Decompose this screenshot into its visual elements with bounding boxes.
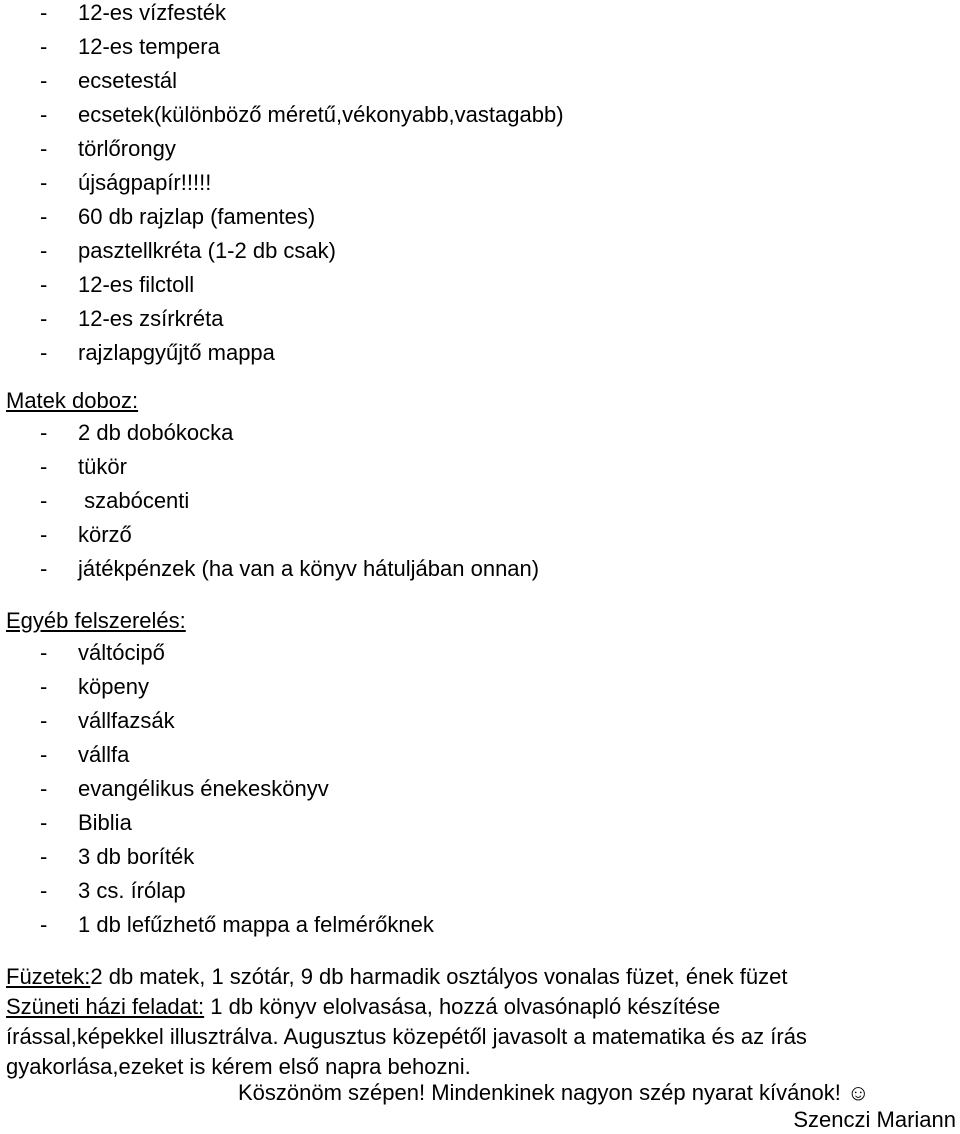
thanks-message: Köszönöm szépen! Mindenkinek nagyon szép nyarat kívánok! ☺ [238,1080,870,1105]
other-equipment-heading: Egyéb felszerelés: [6,608,186,633]
homework-line-3: gyakorlása,ezeket is kérem első napra behozni. [6,1054,471,1079]
homework-label: Szüneti házi feladat: [6,994,205,1019]
homework-line-2: írással,képekkel illusztrálva. Augusztus közepétől javasolt a matematika és az írás [6,1024,807,1049]
notebooks-line [6,962,954,992]
notebooks-text: 2 db matek, 1 szótár, 9 db harmadik osztályos vonalas füzet, ének füzet [90,964,788,989]
math-box-heading: Matek doboz: [6,388,139,413]
notes-paragraph [6,962,954,1082]
notebooks-label: Füzetek: [6,964,91,989]
homework-line [6,992,954,1022]
homework-text: 1 db könyv elolvasása, hozzá olvasónapló készítése [204,994,721,1019]
signature: Szenczi Mariann [793,1107,956,1132]
